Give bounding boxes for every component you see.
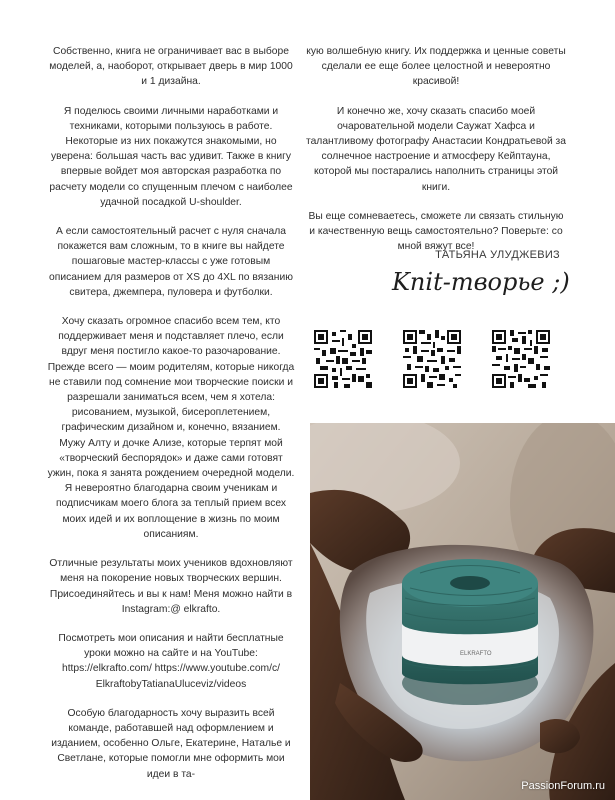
left-text-column xyxy=(47,44,295,796)
paragraph-calculation: А если самостоятельный расчет с нуля сначала покажется вам сложным, то в книге вы найдете пошаговые мастер-классы с уже готовым описанием для размеров от XS до 4XL по вязанию свитера, джемпера, пуловера и футболки. xyxy=(49,226,293,298)
paragraph-team: Особую благодарность хочу выразить всей команде, работавшей над оформлением и изданием, особенно Ольге, Екатерине, Наталье и Светлане, которые помогли мне оформить мои идеи в та- xyxy=(51,707,291,780)
yarn-ball-in-shell-photo xyxy=(310,423,615,800)
yarn-label-text: ELKRAFTO xyxy=(460,651,492,657)
qr-code-1[interactable] xyxy=(314,330,372,388)
paragraph-students: Отличные результаты моих учеников вдохновляют меня на покорение новых творческих вершин. Присоединяйтесь и вы к нам! Меня можно найти в Instagram:@ elkrafto. xyxy=(49,558,293,615)
watermark: PassionForum.ru xyxy=(521,780,605,792)
paragraph-techniques: Я поделюсь своими личными наработками и техниками, которыми пользуюсь в работе. Некоторые из них покажутся знакомыми, но уверена: большая часть вас удивит. Также в книгу впервые войдет моя авторская разработка по расчету модели со спущенным плечом с наиболее удачной посадкой U-shoulder. xyxy=(49,105,293,208)
right-text-column xyxy=(305,44,567,268)
paragraph-model-thanks: И конечно же, хочу сказать спасибо моей очаровательной модели Саужат Хафса и талантливому фотографу Анастасии Кондратьевой за солнечное настроение и атмосферу Кейптауна, которой мы постарались наполнить страницы этой книги. xyxy=(305,105,567,193)
paragraph-links: Посмотреть мои описания и найти бесплатные уроки можно на сайте и на YouTube: https://elkrafto.com/ https://www.youtube.com/c/ ElkraftobyTatianaUluceviz/videos xyxy=(58,632,284,690)
handwritten-signature: Knit-творье ;) xyxy=(392,268,570,296)
paragraph-thanks: Хочу сказать огромное спасибо всем тем, кто поддерживает меня и подставляет плечо, если вдруг меня постигло какое-то разочарование. Прежде всего — моим родителям, которые никогда не ставили под сомнение мои творческие поиски и разрешали заниматься всем, чем я хотела: рисованием, музыкой, бисероплетением, графическим дизайном и, конечно, вязанием. Мужу Алту и дочке Ализе, которые терпят мой «творческий беспорядок» и даже сами готовят ужин, пока я занята рождением очередной модели. Я невероятно благодарна своим ученикам и подписчикам моего блога за теплый прием всех моих идей и их воплощение в жизнь по моим описаниям. xyxy=(47,316,295,540)
qr-code-2[interactable] xyxy=(403,330,461,388)
paragraph-intro: Собственно, книга не ограничивает вас в выборе моделей, а, наоборот, открывает дверь в мир 1000 и 1 дизайна. xyxy=(49,46,293,88)
paragraph-closing: Вы еще сомневаетесь, сможете ли связать стильную и качественную вещь самостоятельно? Поверьте: со мной вяжут все! xyxy=(308,210,564,253)
author-name: ТАТЬЯНА УЛУДЖЕВИЗ xyxy=(435,249,560,261)
paragraph-book: кую волшебную книгу. Их поддержка и ценные советы сделали ее еще более целостной и невероятно красивой! xyxy=(306,46,566,88)
photo-illustration xyxy=(310,423,615,800)
qr-code-3[interactable] xyxy=(492,330,550,388)
